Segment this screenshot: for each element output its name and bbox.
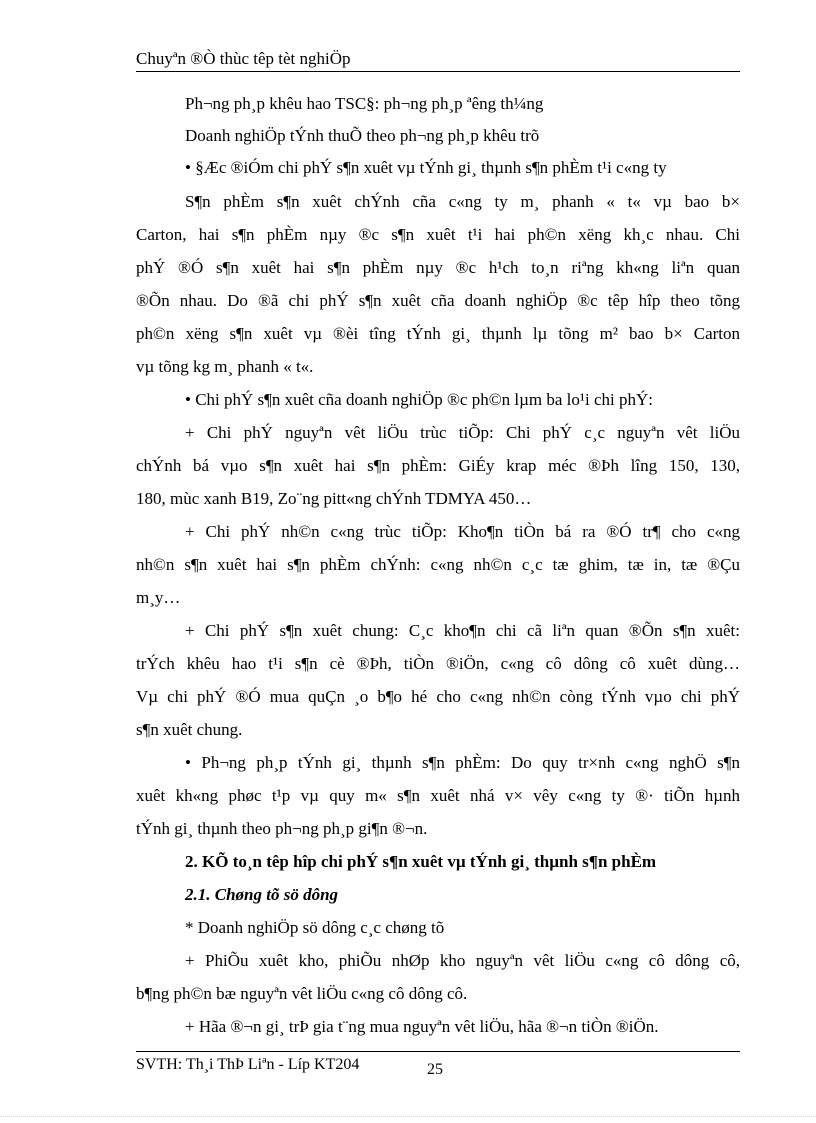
- paragraph-line: 180, mùc xanh B19, Zo¨ng pitt«ng chÝnh TDMYA 450…: [136, 489, 532, 508]
- paragraph-line: + PhiÕu xuêt kho, phiÕu nhØp kho nguyªn vêt liÖu c«ng cô dông cô,: [185, 951, 740, 970]
- bullet-line: • Ph¬ng ph¸p tÝnh gi¸ thµnh s¶n phÈm: Do quy tr×nh c«ng nghÖ s¶n: [185, 753, 740, 772]
- paragraph-line: chÝnh bá vµo s¶n xuêt hai s¶n phÈm: GiÉy krap méc ®Þh lîng 150, 130,: [136, 456, 740, 475]
- paragraph-line: vµ tõng kg m¸ phanh « t«.: [136, 357, 314, 376]
- paragraph-line: tÝnh gi¸ thµnh theo ph¬ng ph¸p gi¶n ®¬n.: [136, 819, 428, 838]
- paragraph-line: phÝ ®Ó s¶n xuêt hai s¶n phÈm nµy ®c h¹ch to¸n riªng kh«ng liªn quan: [136, 258, 740, 277]
- paragraph-line: Vµ chi phÝ ®Ó mua quÇn ¸o b¶o hé cho c«ng nh©n còng tÝnh vµo chi phÝ: [136, 687, 740, 706]
- footer-divider: [136, 1051, 740, 1052]
- paragraph-line: nh©n s¶n xuêt hai s¶n phÈm chÝnh: c«ng nh©n c¸c tæ ghim, tæ in, tæ ®Çu: [136, 555, 740, 574]
- page-footer: SVTH: Th¸i ThÞ Liªn - Líp KT204: [136, 1056, 360, 1073]
- bullet-line: • Chi phÝ s¶n xuêt cña doanh nghiÖp ®c ph©n lµm ba lo¹i chi phÝ:: [185, 390, 653, 409]
- paragraph-line: Doanh nghiÖp tÝnh thuÕ theo ph¬ng ph¸p khêu trõ: [185, 126, 540, 145]
- paragraph-line: + Chi phÝ nh©n c«ng trùc tiÕp: Kho¶n tiÒn bá ra ®Ó tr¶ cho c«ng: [185, 522, 740, 541]
- bullet-line: • §Æc ®iÓm chi phÝ s¶n xuêt vµ tÝnh gi¸ thµnh s¶n phÈm t¹i c«ng ty: [185, 158, 667, 177]
- paragraph-line: s¶n xuêt chung.: [136, 720, 243, 739]
- paragraph-line: ®Õn nhau. Do ®ã chi phÝ s¶n xuêt cña doanh nghiÖp ®c têp hîp theo tõng: [136, 291, 740, 310]
- paragraph-line: trÝch khêu hao t¹i s¶n cè ®Þh, tiÒn ®iÖn, c«ng cô dông cô xuêt dùng…: [136, 654, 740, 673]
- paragraph-line: + Chi phÝ s¶n xuêt chung: C¸c kho¶n chi cã liªn quan ®Õn s¶n xuêt:: [185, 621, 740, 640]
- paragraph-line: * Doanh nghiÖp sö dông c¸c chøng tõ: [185, 918, 445, 937]
- page-header: Chuyªn ®Ò thùc têp tèt nghiÖp: [136, 49, 351, 68]
- header-divider: [136, 71, 740, 72]
- section-heading: 2. KÕ to¸n têp hîp chi phÝ s¶n xuêt vµ tÝnh gi¸ thµnh s¶n phÈm: [185, 852, 657, 871]
- paragraph-line: m¸y…: [136, 588, 181, 607]
- paragraph-line: ph©n xëng s¶n xuêt vµ ®èi tîng tÝnh gi¸ thµnh lµ tõng m² bao b× Carton: [136, 324, 740, 343]
- paragraph-line: + Hãa ®¬n gi¸ trÞ gia t¨ng mua nguyªn vêt liÖu, hãa ®¬n tiÒn ®iÖn.: [185, 1017, 659, 1036]
- paragraph-line: Carton, hai s¶n phÈm nµy ®c s¶n xuêt t¹i hai ph©n xëng kh¸c nhau. Chi: [136, 225, 740, 244]
- page-bottom-border: [0, 1116, 816, 1117]
- paragraph-line: b¶ng ph©n bæ nguyªn vêt liÖu c«ng cô dông cô.: [136, 984, 468, 1003]
- page-number: 25: [427, 1061, 443, 1078]
- subsection-heading: 2.1. Chøng tõ sö dông: [185, 885, 339, 904]
- paragraph-line: + Chi phÝ nguyªn vêt liÖu trùc tiÕp: Chi phÝ c¸c nguyªn vêt liÖu: [185, 423, 740, 442]
- paragraph-line: xuêt kh«ng phøc t¹p vµ quy m« s¶n xuêt nhá v× vêy c«ng ty ®· tiÕn hµnh: [136, 786, 740, 805]
- paragraph-line: S¶n phÈm s¶n xuêt chÝnh cña c«ng ty m¸ phanh « t« vµ bao b×: [185, 192, 740, 211]
- paragraph-line: Ph¬ng ph¸p khêu hao TSC§: ph¬ng ph¸p ªêng th¼ng: [185, 94, 544, 113]
